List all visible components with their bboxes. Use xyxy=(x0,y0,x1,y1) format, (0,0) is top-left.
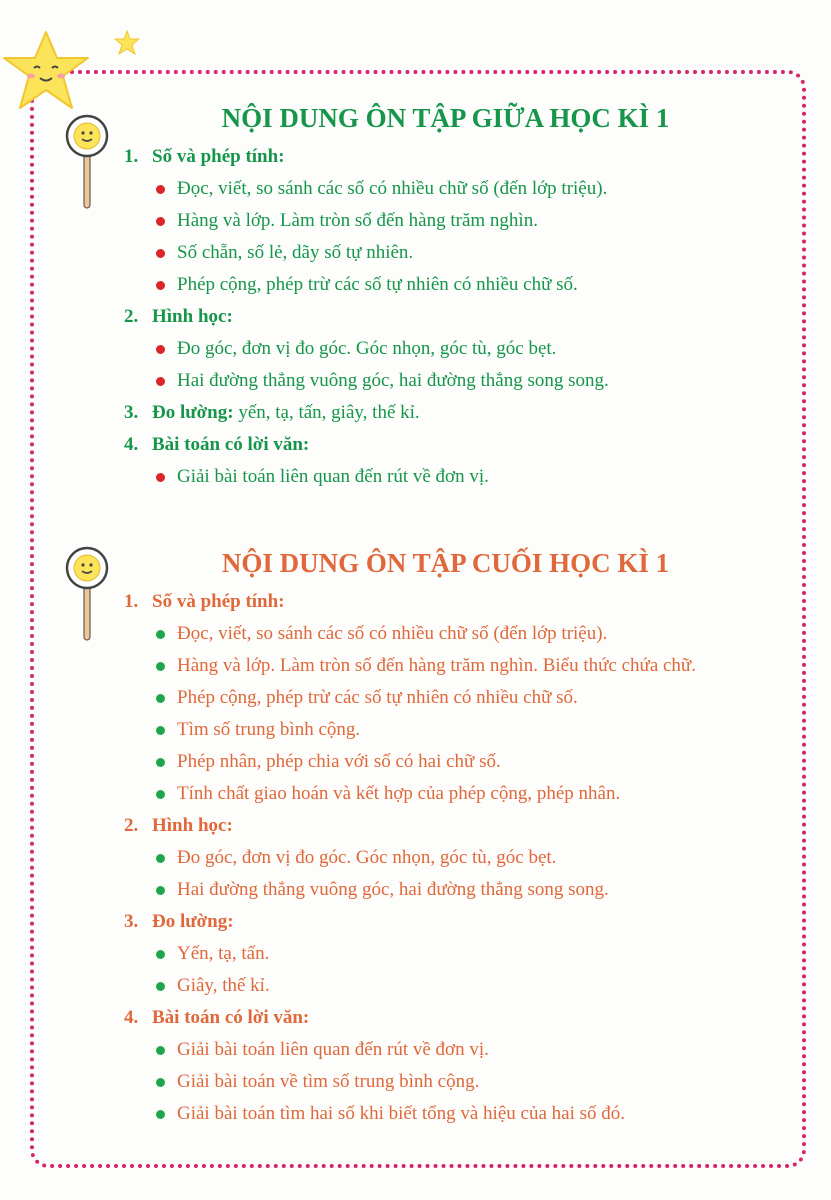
list-item-text: Hàng và lớp. Làm tròn số đến hàng trăm nghìn. Biểu thức chứa chữ. xyxy=(177,655,696,676)
list-item xyxy=(124,778,696,810)
list-item-text: Phép nhân, phép chia với số có hai chữ số. xyxy=(177,751,501,772)
list-item-text: Tính chất giao hoán và kết hợp của phép cộng, phép nhân. xyxy=(177,783,621,804)
bullet-icon xyxy=(156,726,165,735)
list-item-text: Phép cộng, phép trừ các số tự nhiên có nhiều chữ số. xyxy=(177,274,578,295)
list-item-text: Đọc, viết, so sánh các số có nhiều chữ số (đến lớp triệu). xyxy=(177,178,608,199)
list-item-text: Giải bài toán về tìm số trung bình cộng. xyxy=(177,1071,480,1092)
topic-heading xyxy=(124,1002,696,1034)
list-item-text: Đo góc, đơn vị đo góc. Góc nhọn, góc tù, góc bẹt. xyxy=(177,338,557,359)
list-item xyxy=(124,746,696,778)
list-item xyxy=(124,173,609,205)
bullet-icon xyxy=(156,662,165,671)
bullet-icon xyxy=(156,1078,165,1087)
topic-title: Số và phép tính: xyxy=(152,146,285,167)
topic-heading xyxy=(124,586,696,618)
list-item-text: Giải bài toán liên quan đến rút về đơn vị. xyxy=(177,466,489,487)
smiling-star-icon xyxy=(0,28,96,114)
section1-title: NỘI DUNG ÔN TẬP GIỮA HỌC KÌ 1 xyxy=(221,103,670,133)
bullet-icon xyxy=(156,377,165,386)
list-item xyxy=(124,461,609,493)
topic-title: Hình học: xyxy=(152,306,233,327)
list-item-text: Giải bài toán tìm hai số khi biết tổng và hiệu của hai số đó. xyxy=(177,1103,625,1124)
list-item-text: Phép cộng, phép trừ các số tự nhiên có nhiều chữ số. xyxy=(177,687,578,708)
topic-title: Hình học: xyxy=(152,815,233,836)
bullet-icon xyxy=(156,630,165,639)
bullet-icon xyxy=(156,982,165,991)
list-item xyxy=(124,237,609,269)
bullet-icon xyxy=(156,790,165,799)
bullet-icon xyxy=(156,694,165,703)
topic-title: Bài toán có lời văn: xyxy=(152,434,310,455)
list-item xyxy=(124,618,696,650)
list-item-text: Giây, thế kỉ. xyxy=(177,975,270,996)
list-item xyxy=(124,682,696,714)
list-item-text: Đo góc, đơn vị đo góc. Góc nhọn, góc tù, góc bẹt. xyxy=(177,847,557,868)
topic-number: 2. xyxy=(124,815,139,836)
list-item xyxy=(124,842,696,874)
section2-title: NỘI DUNG ÔN TẬP CUỐI HỌC KÌ 1 xyxy=(221,548,670,578)
topic-number: 1. xyxy=(124,591,139,612)
list-item xyxy=(124,269,609,301)
list-item xyxy=(124,650,696,682)
topic-heading xyxy=(124,141,609,173)
topic-heading xyxy=(124,810,696,842)
bullet-icon xyxy=(156,758,165,767)
topic-heading xyxy=(124,429,609,461)
list-item xyxy=(124,1098,696,1130)
topic-title: Bài toán có lời văn: xyxy=(152,1007,310,1028)
bullet-icon xyxy=(156,950,165,959)
bullet-icon xyxy=(156,886,165,895)
list-item-text: Đọc, viết, so sánh các số có nhiều chữ số (đến lớp triệu). xyxy=(177,623,608,644)
list-item xyxy=(124,874,696,906)
list-item xyxy=(124,1034,696,1066)
topic-title: Đo lường: xyxy=(152,911,234,932)
topic-number: 2. xyxy=(124,306,139,327)
topic-title: Số và phép tính: xyxy=(152,591,285,612)
list-item-text: Tìm số trung bình cộng. xyxy=(177,719,361,740)
bullet-icon xyxy=(156,217,165,226)
topic-number: 4. xyxy=(124,434,139,455)
list-item xyxy=(124,333,609,365)
bullet-icon xyxy=(156,249,165,258)
small-star-icon xyxy=(114,30,140,56)
list-item-text: Hàng và lớp. Làm tròn số đến hàng trăm nghìn. xyxy=(177,210,538,231)
topic-heading xyxy=(124,301,609,333)
list-item-text: Hai đường thẳng vuông góc, hai đường thẳng song song. xyxy=(177,879,609,900)
list-item xyxy=(124,714,696,746)
topic-heading xyxy=(124,906,696,938)
list-item xyxy=(124,1066,696,1098)
list-item xyxy=(124,205,609,237)
section2-list xyxy=(124,586,696,1130)
bullet-icon xyxy=(156,1110,165,1119)
list-item-text: Hai đường thẳng vuông góc, hai đường thẳng song song. xyxy=(177,370,609,391)
topic-number: 3. xyxy=(124,402,139,423)
topic-number: 4. xyxy=(124,1007,139,1028)
bullet-icon xyxy=(156,281,165,290)
topic-inline-text: yến, tạ, tấn, giây, thế kỉ. xyxy=(238,402,420,423)
bullet-icon xyxy=(156,345,165,354)
bullet-icon xyxy=(156,854,165,863)
list-item-text: Giải bài toán liên quan đến rút về đơn vị. xyxy=(177,1039,489,1060)
topic-heading xyxy=(124,397,609,429)
bullet-icon xyxy=(156,185,165,194)
topic-number: 3. xyxy=(124,911,139,932)
list-item-text: Số chẵn, số lẻ, dãy số tự nhiên. xyxy=(177,242,414,263)
list-item xyxy=(124,938,696,970)
list-item xyxy=(124,365,609,397)
topic-number: 1. xyxy=(124,146,139,167)
list-item-text: Yến, tạ, tấn. xyxy=(177,943,270,964)
bullet-icon xyxy=(156,1046,165,1055)
section1-list xyxy=(124,141,609,493)
bullet-icon xyxy=(156,473,165,482)
list-item xyxy=(124,970,696,1002)
topic-title: Đo lường: xyxy=(152,402,234,423)
